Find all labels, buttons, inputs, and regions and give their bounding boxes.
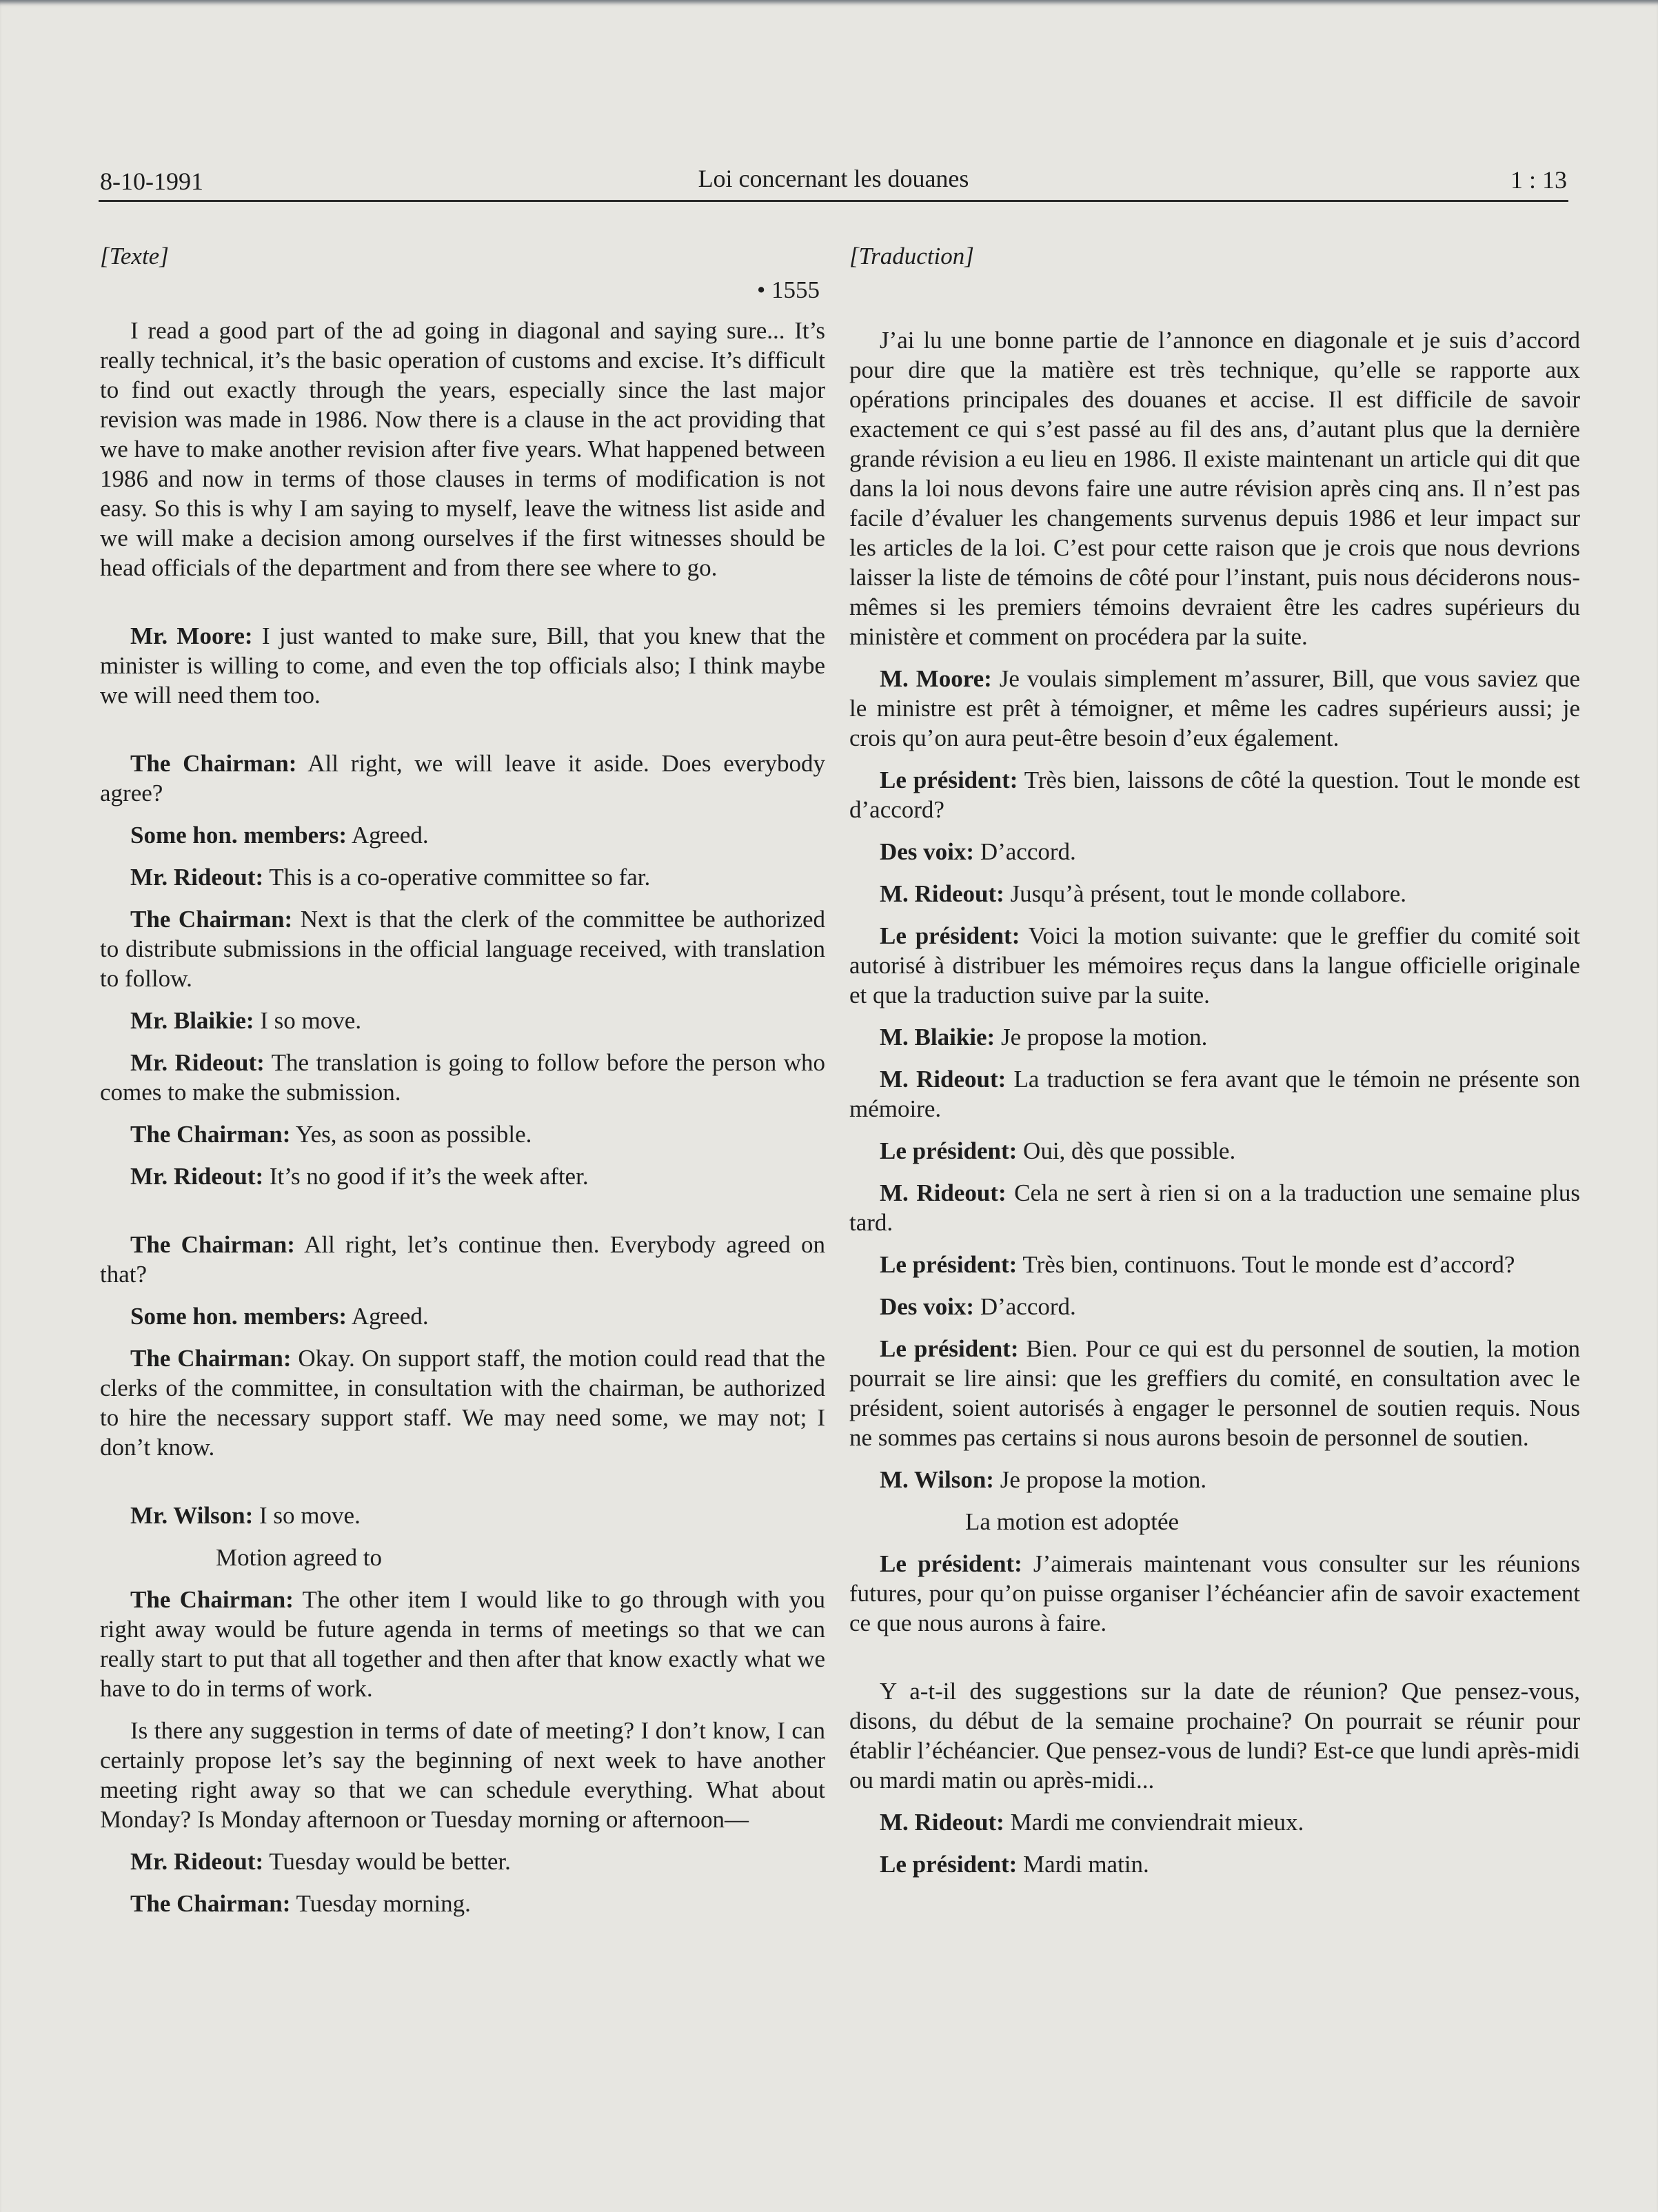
paragraph-text: I just wanted to make sure, Bill, that you knew that the minister is willing to come, and even the top officials also; I think maybe we will need them too. (100, 622, 826, 709)
paragraph (849, 1022, 1580, 1052)
speaker-name: Mr. Rideout: (130, 1163, 264, 1190)
column-label-traduction: [Traduction] (849, 243, 974, 270)
speaker-name: M. Rideout: (880, 1066, 1007, 1093)
paragraph-text: Je propose la motion. (995, 1024, 1208, 1051)
paragraph-text: La traduction se fera avant que le témoin ne présente son mémoire. (849, 1066, 1581, 1122)
speaker-name: Le président: (880, 767, 1018, 793)
paragraph (100, 1161, 825, 1191)
paragraph (100, 1847, 825, 1876)
paragraph-text: Jusqu’à présent, tout le monde collabore. (1004, 880, 1406, 907)
speaker-name: Mr. Moore: (130, 622, 253, 649)
paragraph (849, 1465, 1580, 1494)
paragraph-text: Okay. On support staff, the motion could read that the clerks of the committee, in consultation with the chairman, be authorized to hire the necessary support staff. We may need some, we may not; I don’t know. (100, 1345, 825, 1461)
speaker-name: Mr. Rideout: (130, 1049, 265, 1076)
paragraph-text: All right, we will leave it aside. Does everybody agree? (100, 750, 825, 806)
header-title: Loi concernant les douanes (698, 165, 969, 192)
paragraph (100, 316, 825, 582)
paragraph-text: D’accord. (974, 838, 1076, 865)
paragraph (849, 765, 1580, 824)
speaker-name: Le président: (880, 1335, 1019, 1362)
timestamp: • 1555 (756, 276, 820, 303)
motion-result: Motion agreed to (216, 1544, 383, 1571)
speaker-name: The Chairman: (130, 1345, 292, 1372)
paragraph (100, 862, 825, 892)
paragraph-text: Très bien, laissons de côté la question. Tout le monde est d’accord? (849, 767, 1580, 823)
motion-result: La motion est adoptée (965, 1508, 1180, 1535)
paragraph (849, 1549, 1580, 1638)
paragraph (849, 1292, 1580, 1321)
speaker-name: The Chairman: (130, 1890, 291, 1917)
paragraph (100, 1889, 825, 1918)
paragraph (849, 1136, 1580, 1166)
paragraph-text: J’ai lu une bonne partie de l’annonce en diagonale et je suis d’accord pour dire que la matière est très technique, qu’elle se rapporte aux opérations principales des douanes et accise. Il est difficile de savoir exactement ce qui s’est passé au fil des ans, d’autant plus que la dernière grande révision a eu lieu en 1986. Il existe maintenant un article qui dit que dans la loi nous devons faire une autre révision après cinq ans. Il n’est pas facile d’évaluer les changements survenus depuis 1986 et leur impact sur les articles de la loi. C’est pour cette raison que je crois que nous devrions laisser la liste de témoins de côté pour l’instant, puis nous déciderons nous-mêmes si les premiers témoins devraient être les cadres supérieurs du ministère et comment on procédera par la suite. (849, 327, 1580, 650)
paragraph-text: Cela ne sert à rien si on a la traduction une semaine plus tard. (849, 1179, 1581, 1236)
paragraph (100, 1048, 825, 1107)
paragraph-text: Bien. Pour ce qui est du personnel de soutien, la motion pourrait se lire ainsi: que les greffiers du comité, en consultation avec le président, soient autorisés à engager le personnel de soutien requis. Nous ne sommes pas certains si nous aurons besoin de personnel de soutien. (849, 1335, 1580, 1451)
speaker-name: Le président: (880, 1851, 1018, 1878)
paragraph (849, 879, 1580, 909)
paragraph-text: Tuesday would be better. (263, 1848, 511, 1875)
paragraph-text: I so move. (253, 1502, 361, 1529)
speaker-name: The Chairman: (130, 750, 297, 777)
running-header (99, 156, 1568, 202)
paragraph-text: Je voulais simplement m’assurer, Bill, que vous saviez que le ministre est prêt à témoigner, et même les cadres supérieurs aussi; je crois qu’on aura peut-être besoin d’eux également. (849, 665, 1580, 751)
paragraph (100, 1006, 825, 1035)
paragraph (100, 1585, 825, 1703)
speaker-name: The Chairman: (130, 1231, 295, 1258)
speaker-name: M. Moore: (880, 665, 992, 692)
header-date: 8-10-1991 (100, 168, 203, 195)
paragraph (100, 1119, 825, 1149)
speaker-name: M. Rideout: (880, 1179, 1007, 1206)
paragraph-text: All right, let’s continue then. Everybody agreed on that? (100, 1231, 825, 1288)
paragraph-text: Très bien, continuons. Tout le monde est d’accord? (1017, 1251, 1515, 1278)
speaker-name: The Chairman: (130, 1121, 291, 1148)
paragraph (100, 621, 825, 710)
paragraph (100, 1230, 825, 1289)
paragraph (849, 325, 1580, 651)
paragraph (849, 1849, 1580, 1879)
paragraph-text: Mardi me conviendrait mieux. (1004, 1809, 1304, 1836)
speaker-name: Le président: (880, 1550, 1022, 1577)
paragraph-text: Agreed. (347, 1303, 429, 1330)
paragraph (849, 837, 1580, 866)
speaker-name: M. Blaikie: (880, 1024, 995, 1051)
speaker-name: Mr. Rideout: (130, 1848, 264, 1875)
speaker-name: M. Rideout: (880, 1809, 1004, 1836)
paragraph-text: Voici la motion suivante: que le greffier du comité soit autorisé à distribuer les mémoires reçus dans la langue officielle originale et que la traduction suive par la suite. (849, 922, 1580, 1008)
paragraph (849, 1250, 1580, 1279)
paragraph-text: J’aimerais maintenant vous consulter sur les réunions futures, pour qu’on puisse organiser l’échéancier afin de savoir exactement ce que nous aurons à faire. (849, 1550, 1580, 1636)
speaker-name: M. Rideout: (880, 880, 1004, 907)
paragraph (100, 1501, 825, 1530)
paragraph-text: Next is that the clerk of the committee be authorized to distribute submissions in the official language received, with translation to follow. (100, 906, 826, 992)
speaker-name: The Chairman: (130, 906, 293, 933)
paragraph (100, 1716, 825, 1834)
french-column (849, 241, 1580, 1891)
paragraph (100, 1301, 825, 1331)
timestamp-value: 1555 (771, 276, 820, 303)
paragraph (100, 904, 825, 993)
paragraph-text: Tuesday morning. (290, 1890, 471, 1917)
paragraph (100, 820, 825, 850)
paragraph (849, 1064, 1580, 1124)
speaker-name: Le président: (880, 1137, 1018, 1164)
paragraph-text: This is a co-operative committee so far. (263, 864, 651, 891)
paragraph (849, 921, 1580, 1010)
speaker-name: The Chairman: (130, 1586, 294, 1613)
speaker-name: Some hon. members: (130, 1303, 347, 1330)
column-label-texte: [Texte] (100, 243, 169, 270)
paragraph (849, 1676, 1580, 1795)
paragraph-text: The other item I would like to go through with you right away would be future agenda in terms of meetings so that we can really start to put that all together and then after that know exactly what we have to do in terms of work. (100, 1586, 825, 1702)
paragraph-text: It’s no good if it’s the week after. (263, 1163, 589, 1190)
speaker-name: Des voix: (880, 838, 975, 865)
english-column (100, 241, 825, 1931)
header-page-number: 1 : 13 (1510, 166, 1567, 194)
paragraph (849, 1178, 1580, 1237)
speaker-name: Mr. Wilson: (130, 1502, 254, 1529)
paragraph-text: I so move. (254, 1007, 362, 1034)
paragraph (849, 1807, 1580, 1837)
speaker-name: Some hon. members: (130, 822, 347, 849)
paragraph-text: Is there any suggestion in terms of date of meeting? I don’t know, I can certainly propose let’s say the beginning of next week to have another meeting right away so that we can schedule everything. What about Monday? Is Monday afternoon or Tuesday morning or afternoon— (100, 1717, 825, 1833)
paragraph-text: Y a-t-il des suggestions sur la date de réunion? Que pensez-vous, disons, du début de la semaine prochaine? On pourrait se réunir pour établir l’échéancier. Que pensez-vous de lundi? Est-ce que lundi après-midi ou mardi matin ou après-midi... (849, 1678, 1580, 1794)
paragraph-text: Agreed. (347, 822, 429, 849)
speaker-name: Des voix: (880, 1293, 975, 1320)
paragraph-text: D’accord. (974, 1293, 1076, 1320)
paragraph (849, 1334, 1580, 1452)
paragraph (100, 749, 825, 808)
paragraph-text: I read a good part of the ad going in diagonal and saying sure... It’s really technical, it’s the basic operation of customs and excise. It’s difficult to find out exactly through the years, especially since the last major revision was made in 1986. Now there is a clause in the act providing that we have to make another revision after five years. What happened between 1986 and now in terms of those clauses in terms of modification is not easy. So this is why I am saying to myself, leave the witness list aside and we will make a decision among ourselves if the first witnesses should be head officials of the department and from there see where to go. (100, 317, 825, 581)
speaker-name: Mr. Rideout: (130, 864, 264, 891)
paragraph (849, 664, 1580, 753)
speaker-name: Le président: (880, 922, 1020, 949)
paragraph-text: Mardi matin. (1017, 1851, 1149, 1878)
speaker-name: Le président: (880, 1251, 1018, 1278)
paragraph (100, 1343, 825, 1462)
speaker-name: M. Wilson: (880, 1466, 994, 1493)
paragraph-text: Yes, as soon as possible. (290, 1121, 532, 1148)
paragraph-text: Oui, dès que possible. (1017, 1137, 1236, 1164)
paragraph-text: The translation is going to follow before the person who comes to make the submission. (100, 1049, 825, 1106)
speaker-name: Mr. Blaikie: (130, 1007, 254, 1034)
paragraph-text: Je propose la motion. (993, 1466, 1207, 1493)
